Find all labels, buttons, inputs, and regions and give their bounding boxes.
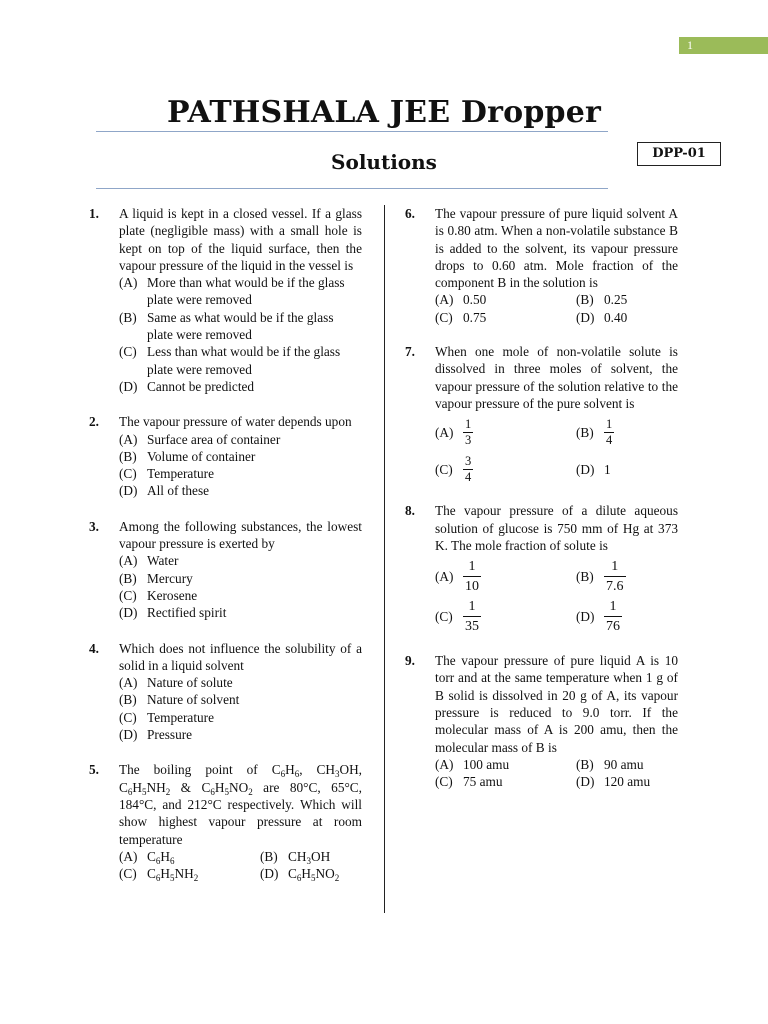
option-c: (C) Kerosene — [119, 587, 198, 603]
question-stem: The vapour pressure of a dilute aqueous solution of glucose is 750 mm of Hg at 373 K. The mole fraction of solute is — [435, 503, 678, 553]
option-c: (C) Less than what would be if the glass plate were removed — [119, 344, 341, 377]
option-a: (A) More than what would be if the glass plate were removed — [119, 275, 345, 308]
option-c: (C) 0.75 — [435, 309, 487, 325]
question-3 — [89, 518, 362, 622]
option-a: (A) Nature of solute — [119, 675, 233, 691]
question-stem: A liquid is kept in a closed vessel. If a glass plate (negligible mass) with a small hole is kept on top of the liquid surface, then the vapour pressure of the liquid in the vessel is — [119, 206, 362, 273]
question-9 — [405, 652, 678, 790]
title-rule — [96, 131, 608, 132]
question-number: 7. — [405, 344, 415, 360]
option-c: (C) 75 amu — [435, 774, 503, 790]
question-number: 2. — [89, 414, 99, 430]
question-number: 3. — [89, 518, 99, 534]
question-stem: The vapour pressure of pure liquid solvent A is 0.80 atm. When a non-volatile substance B is added to the solvent, its vapour pressure drops to 0.60 atm. Mole fraction of the component B in the solution is — [435, 206, 678, 291]
question-8 — [405, 502, 678, 636]
option-b: (B) $\frac{1}{4}$ — [576, 417, 613, 448]
question-number: 1. — [89, 206, 99, 221]
option-d: (D) 1 — [576, 462, 611, 478]
question-number: 8. — [405, 503, 415, 519]
option-a: (A) $\frac{1}{3}$ — [435, 417, 472, 448]
question-1 — [89, 205, 362, 395]
right-column — [405, 205, 678, 791]
question-number: 9. — [405, 653, 415, 669]
page-subtitle: Solutions — [331, 150, 437, 174]
option-c: (C) Temperature — [119, 709, 214, 725]
page-title: PATHSHALA JEE Dropper — [166, 95, 602, 130]
question-number: 4. — [89, 640, 99, 656]
option-b: (B) $\frac{1}{7.6}$ — [576, 558, 624, 594]
question-5 — [89, 761, 362, 882]
option-b: (B) Mercury — [119, 570, 193, 586]
question-2 — [89, 413, 362, 499]
option-d: (D) All of these — [119, 483, 210, 499]
option-d: (D) $\frac{1}{76}$ — [576, 598, 620, 634]
page-number: 1 — [679, 37, 768, 54]
option-a: (A) Surface area of container — [119, 431, 281, 447]
option-b: (B) $CH_3OH$ — [260, 848, 331, 866]
option-c: (C) $\frac{3}{4}$ — [435, 454, 472, 485]
option-b: (B) Same as what would be if the glass plate were removed — [119, 309, 334, 343]
question-stem: Which does not influence the solubility of a solid in a liquid solvent — [119, 640, 362, 673]
option-a: (A) Water — [119, 553, 179, 569]
option-d: (D) Rectified spirit — [119, 605, 227, 621]
option-a: (A) $C_6H_6$ — [119, 848, 175, 866]
option-d: (D) Pressure — [119, 727, 193, 743]
option-d: (D) 120 amu — [576, 774, 651, 790]
option-b: (B) Volume of container — [119, 448, 256, 464]
left-column — [89, 205, 362, 882]
option-d: (D) 0.40 — [576, 309, 628, 325]
question-number: 5. — [89, 762, 99, 778]
option-b: (B) 0.25 — [576, 292, 628, 308]
question-4 — [89, 640, 362, 744]
sheet-code-box: DPP-01 — [637, 142, 721, 166]
question-number: 6. — [405, 206, 415, 221]
column-divider — [384, 205, 385, 913]
option-b: (B) 90 amu — [576, 756, 644, 772]
option-c: (C) $\frac{1}{35}$ — [435, 598, 479, 634]
option-c: (C) Temperature — [119, 466, 214, 482]
question-stem: The vapour pressure of pure liquid A is 10 torr and at the same temperature when 1 g of B solid is dissolved in 20 g of A, its vapour pressure is reduced to 9.0 torr. If the molecular mass of A is 200 amu, then the molecular mass of B is — [435, 653, 678, 755]
option-b: (B) Nature of solvent — [119, 692, 240, 708]
question-stem: Among the following substances, the lowest vapour pressure is exerted by — [119, 518, 362, 552]
option-d: (D) Cannot be predicted — [119, 378, 255, 394]
option-c: (C) $C_6H_5NH_2$ — [119, 866, 199, 884]
question-6 — [405, 205, 678, 326]
subtitle-rule — [96, 188, 608, 189]
question-stem: When one mole of non-volatile solute is dissolved in three moles of solvent, the vapour pressure of the solution relative to the vapour pressure of the pure solvent is — [435, 344, 678, 411]
question-stem: The boiling point of $C_6H_6$, $CH_3OH$, $C_6H_5NH_2$ & $C_6H_5NO_2$ are 80°C, 65°C, 184°C, and 212°C respectively. Which will show highest vapour pressure at room temperature — [119, 762, 362, 847]
option-d: (D) $C_6H_5NO_2$ — [260, 866, 340, 884]
question-stem: The vapour pressure of water depends upon — [119, 414, 352, 430]
question-7 — [405, 343, 678, 488]
option-a: (A) 0.50 — [435, 292, 487, 308]
option-a: (A) $\frac{1}{10}$ — [435, 558, 479, 594]
option-a: (A) 100 amu — [435, 756, 510, 772]
